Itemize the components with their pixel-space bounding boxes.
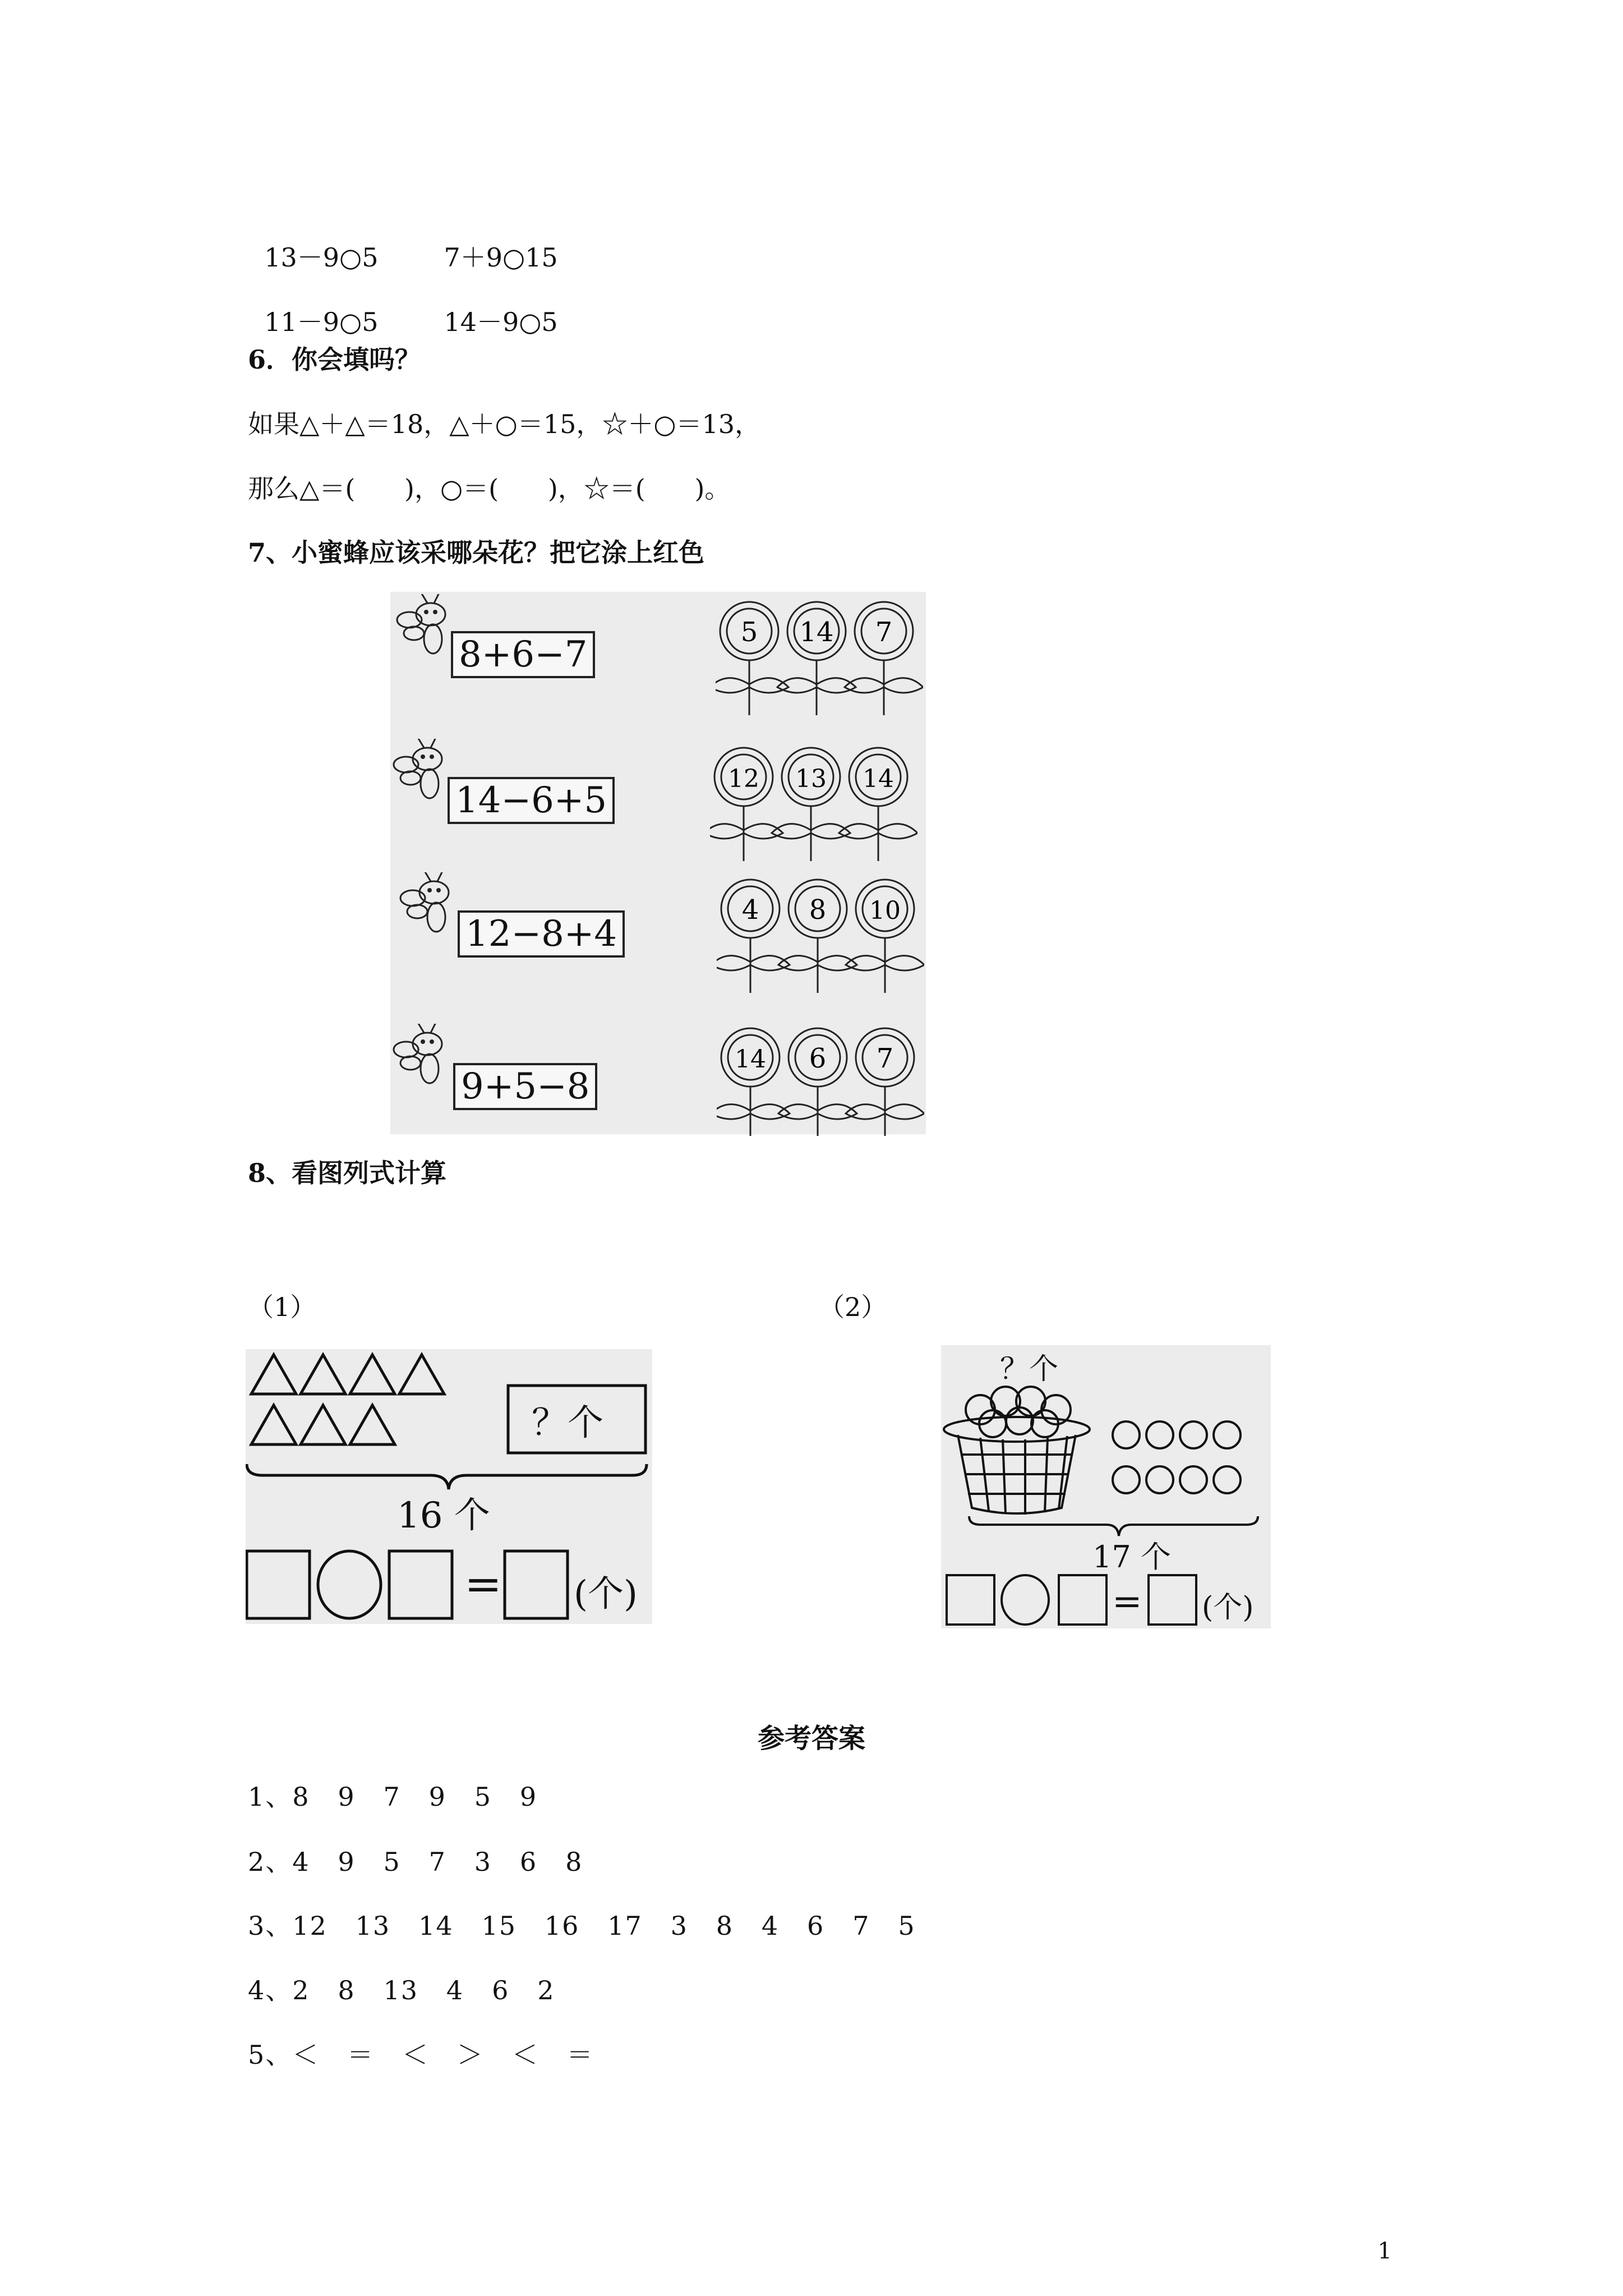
operator-circle <box>1002 1575 1049 1625</box>
flower-number: 10 <box>869 896 901 925</box>
flower-icons <box>717 875 924 993</box>
figure-2-total: 17 个 <box>1092 1539 1171 1575</box>
figure-2-question: ？个 <box>1000 1352 1059 1386</box>
triangle-icon <box>399 1355 444 1394</box>
peach-icon <box>1113 1421 1241 1493</box>
figure-1-question: ？个 <box>532 1402 603 1444</box>
answer-box <box>389 1551 452 1618</box>
flower-group-4 <box>717 1024 924 1138</box>
flower-group-3 <box>717 875 924 995</box>
answer-line-1: 1、8 9 7 9 5 9 <box>248 1782 538 1812</box>
flower-number: 13 <box>795 765 827 793</box>
q6-line-2: 那么△＝( )，○＝( )，☆＝( )。 <box>248 473 731 504</box>
q7-expression-1: 8+6−7 <box>451 631 595 678</box>
flower-number: 6 <box>809 1043 827 1074</box>
q5-row-2-a: 11－9○5 <box>264 307 379 337</box>
triangle-icon <box>251 1355 296 1394</box>
flower-number: 4 <box>741 894 759 926</box>
bee-icon <box>399 872 461 940</box>
answers-title: 参考答案 <box>757 1723 865 1754</box>
q8-title: 8、看图列式计算 <box>248 1158 447 1188</box>
figure-1-label: （1） <box>248 1292 316 1322</box>
brace-icon <box>247 1464 647 1489</box>
flower-number: 7 <box>876 1043 894 1074</box>
flower-icons <box>717 1024 924 1136</box>
figure-1-total: 16 个 <box>397 1495 490 1536</box>
q6-line-1: 如果△＋△＝18，△＋○＝15，☆＋○＝13， <box>248 409 761 439</box>
answer-box <box>247 1551 310 1618</box>
page-number: 1 <box>1377 2238 1392 2264</box>
flower-group-1 <box>716 597 923 717</box>
bee-flower-panel <box>390 592 926 1134</box>
figure-2-label: （2） <box>819 1292 887 1322</box>
flower-number: 14 <box>863 765 894 793</box>
answer-line-2: 2、4 9 5 7 3 6 8 <box>248 1847 583 1877</box>
q5-row-1-b: 7＋9○15 <box>444 242 558 273</box>
triangle-icon <box>251 1405 296 1444</box>
q5-row-1-a: 13－9○5 <box>264 242 379 273</box>
q7-expression-2: 14−6+5 <box>448 777 615 824</box>
answer-box <box>1149 1575 1196 1625</box>
answer-box <box>1059 1575 1106 1625</box>
flower-icons <box>716 597 923 715</box>
q5-row-1 <box>248 219 558 273</box>
figure-1 <box>246 1349 652 1624</box>
basket-icon <box>944 1387 1090 1515</box>
answer-box <box>505 1551 568 1618</box>
figure-1-unit: (个) <box>574 1573 638 1615</box>
answer-line-3: 3、12 13 14 15 16 17 3 8 4 6 7 5 <box>248 1911 916 1941</box>
q7-title: 7、小蜜蜂应该采哪朵花？把它涂上红色 <box>248 537 705 568</box>
q6-title: 6．你会填吗？ <box>248 344 421 375</box>
figure-2-equals: = <box>1112 1581 1142 1622</box>
flower-number: 5 <box>740 616 758 648</box>
triangle-icon <box>350 1355 395 1394</box>
flower-number: 12 <box>728 765 759 793</box>
bee-icon <box>393 1024 454 1091</box>
answer-line-4: 4、2 8 13 4 6 2 <box>248 1975 555 2005</box>
figure-2 <box>941 1345 1271 1628</box>
flower-number: 7 <box>875 616 893 648</box>
operator-circle <box>318 1551 381 1618</box>
triangle-icon <box>301 1355 345 1394</box>
figure-2-unit: (个) <box>1202 1591 1254 1625</box>
figure-1-equals: = <box>464 1558 502 1610</box>
answer-box <box>947 1575 994 1625</box>
q7-expression-3: 12−8+4 <box>458 910 625 958</box>
q5-row-2-b: 14－9○5 <box>444 307 558 337</box>
flower-number: 8 <box>809 894 827 926</box>
answer-line-5: 5、＜ ＝ ＜ ＞ ＜ ＝ <box>248 2040 594 2070</box>
triangle-icon <box>301 1405 345 1444</box>
flower-number: 14 <box>735 1045 766 1074</box>
flower-group-2 <box>710 743 917 863</box>
bee-icon <box>396 594 458 661</box>
flower-number: 14 <box>799 616 834 648</box>
bee-icon <box>393 739 454 806</box>
q7-expression-4: 9+5−8 <box>453 1063 597 1110</box>
flower-icons <box>710 743 917 861</box>
triangle-icon <box>350 1405 395 1444</box>
q5-row-2 <box>248 283 558 335</box>
